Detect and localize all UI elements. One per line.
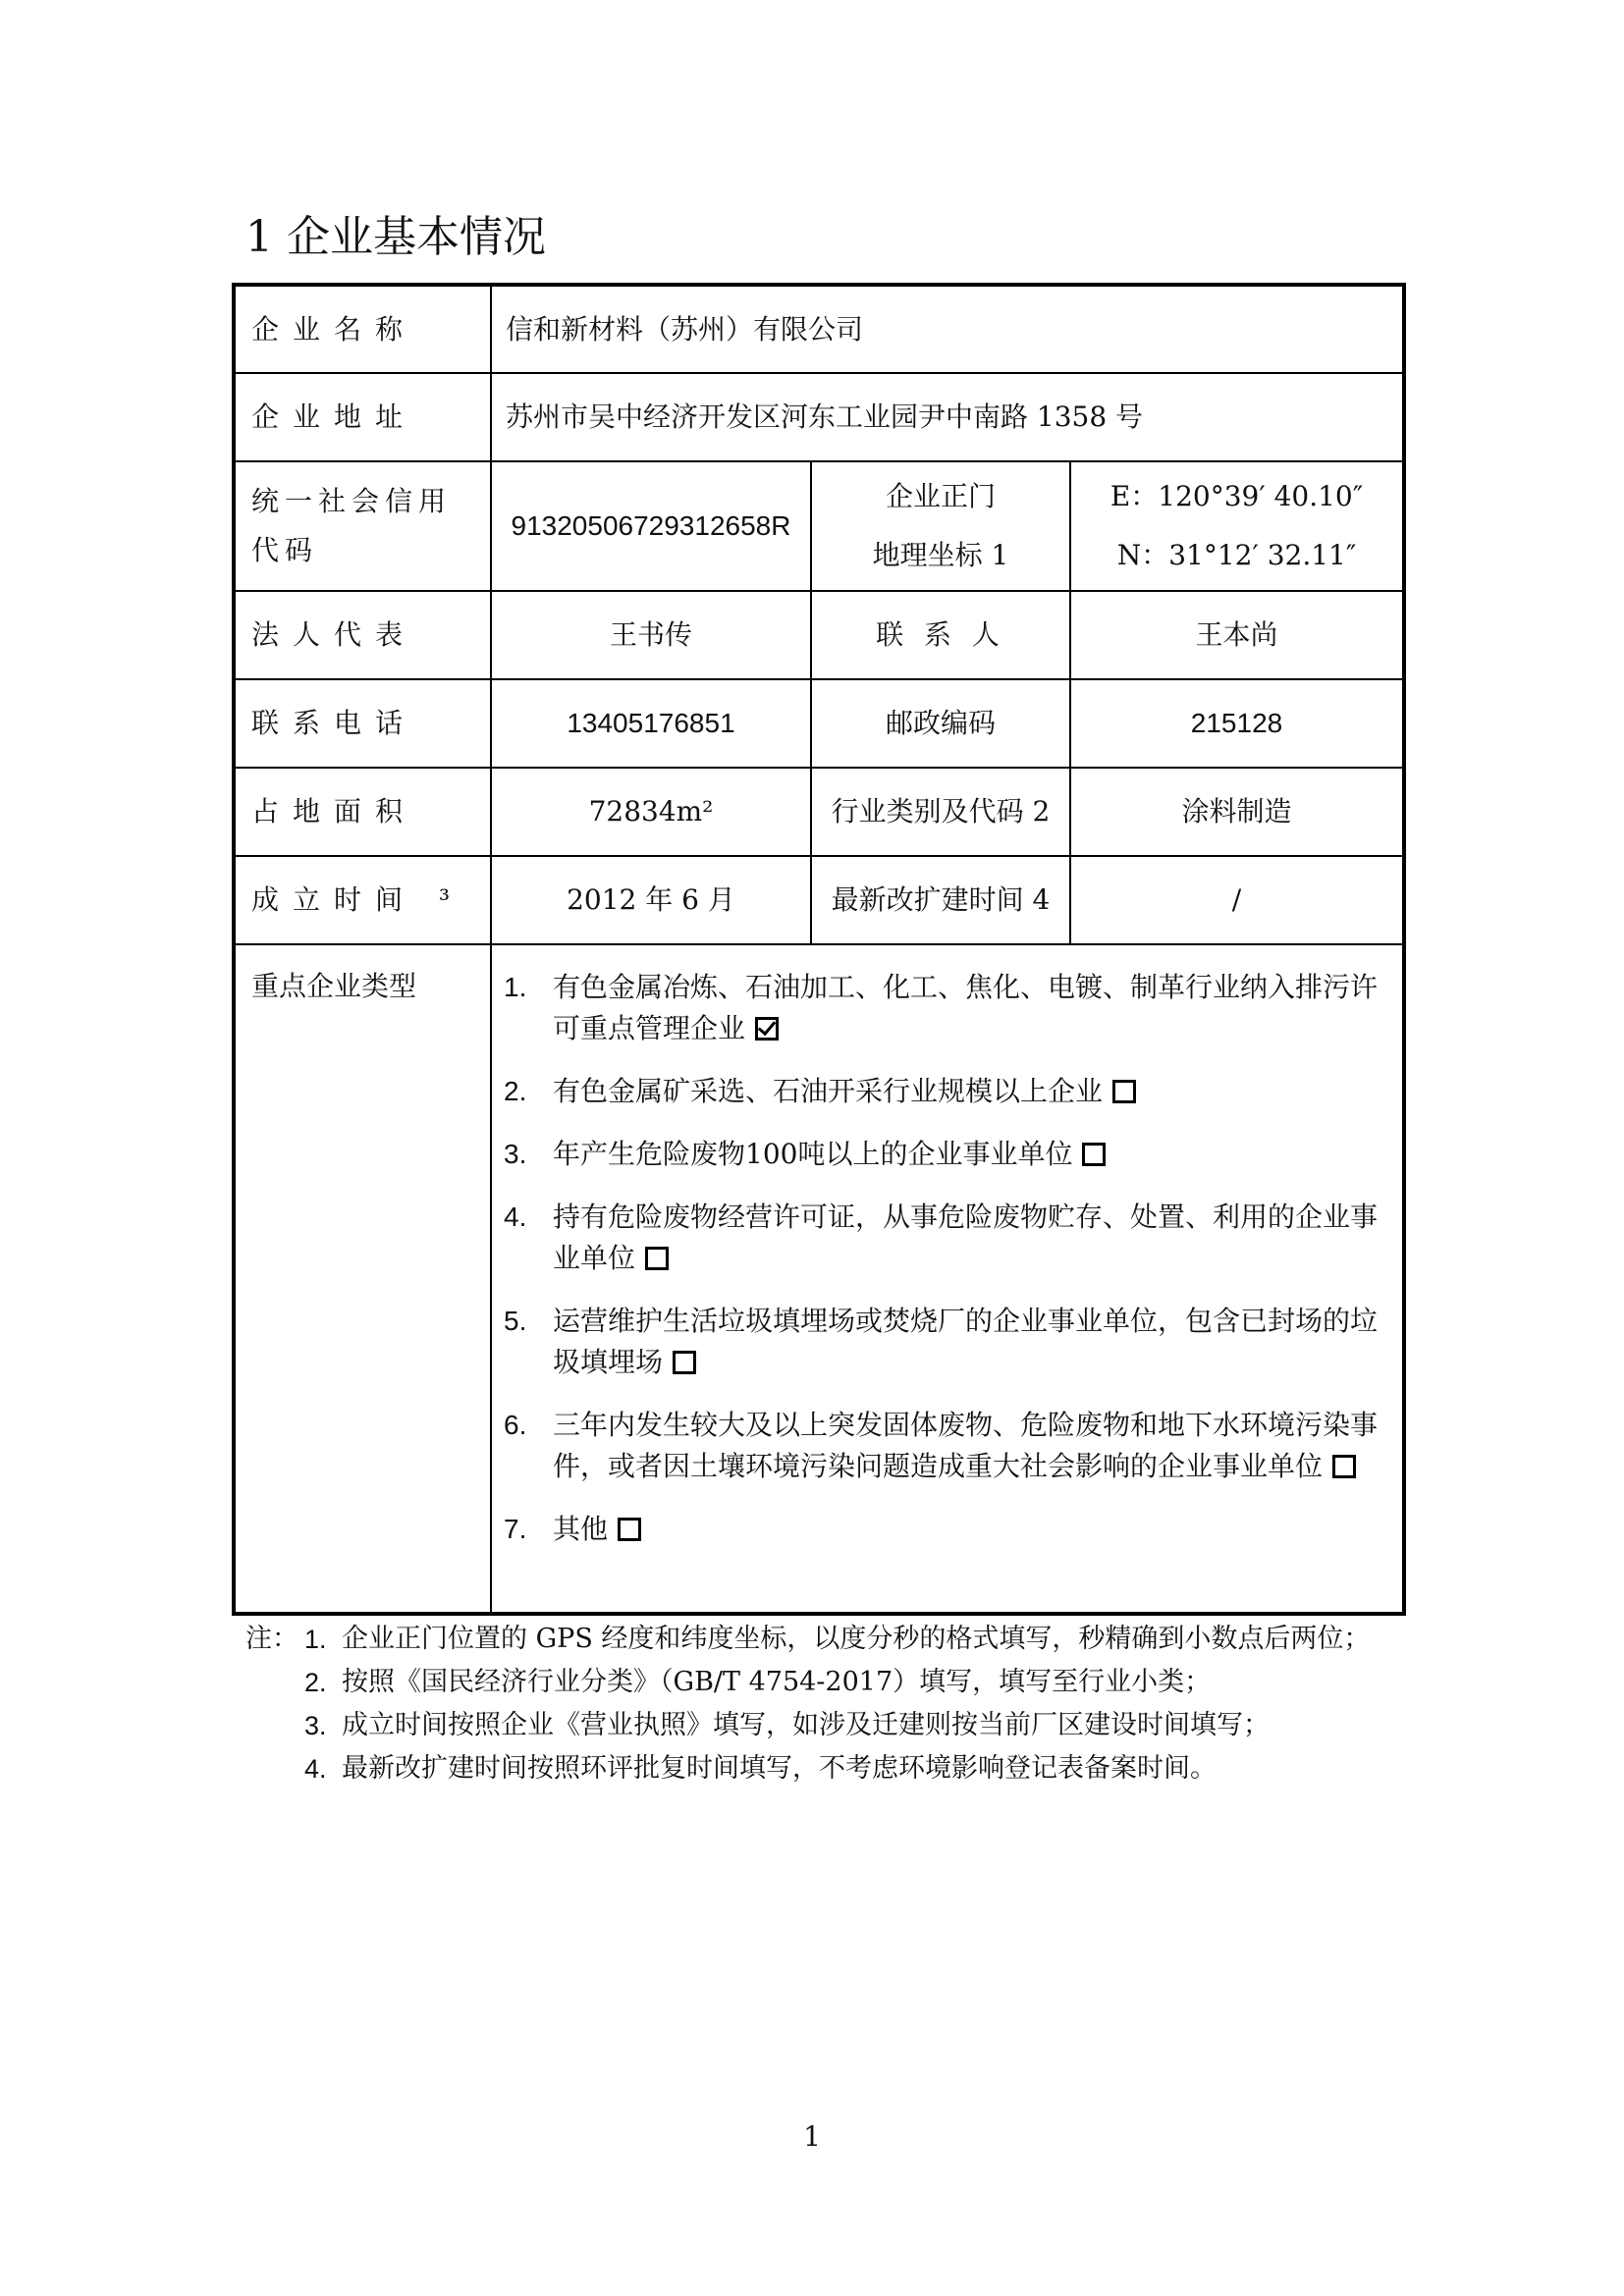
type-item-text-wrap xyxy=(553,967,1390,1049)
type-item-number: 4. xyxy=(504,1201,527,1232)
type-item-text-wrap xyxy=(553,1509,1390,1550)
footnote-item xyxy=(245,1618,1404,1661)
checkbox-icon[interactable] xyxy=(1082,1143,1106,1166)
footnote-number: 3. xyxy=(304,1711,327,1740)
type-item-text: 三年内发生较大及以上突发固体废物、危险废物和地下水环境污染事件，或者因土壤环境污染问题造成重大社会影响的企业事业单位 xyxy=(553,1409,1379,1482)
legal-value: 王书传 xyxy=(491,591,811,679)
row-founded xyxy=(234,856,1404,944)
credit-value: 91320506729312658R xyxy=(491,461,811,591)
row-address xyxy=(234,373,1404,461)
types-cell xyxy=(491,944,1404,1614)
footnotes xyxy=(245,1618,1404,1790)
type-item-text: 有色金属矿采选、石油开采行业规模以上企业 xyxy=(553,1075,1104,1107)
industry-value: 涂料制造 xyxy=(1070,768,1404,856)
row-phone xyxy=(234,679,1404,768)
row-legal xyxy=(234,591,1404,679)
founded-label: 成立时间 ³ xyxy=(234,856,491,944)
legal-label: 法人代表 xyxy=(234,591,491,679)
checkbox-icon[interactable] xyxy=(673,1351,696,1374)
coord-label xyxy=(811,461,1070,591)
type-item-number: 5. xyxy=(504,1306,527,1336)
checkbox-icon[interactable] xyxy=(1112,1080,1136,1103)
type-item-text: 其他 xyxy=(553,1513,609,1545)
rebuild-label: 最新改扩建时间 4 xyxy=(811,856,1070,944)
coord-label-line2: 地理坐标 1 xyxy=(872,539,1009,571)
postal-value: 215128 xyxy=(1070,679,1404,768)
contact-label: 联 系 人 xyxy=(811,591,1070,679)
coord-north: N：31°12′ 32.11″ xyxy=(1116,539,1357,571)
name-value: 信和新材料（苏州）有限公司 xyxy=(491,285,1404,373)
footnote-item xyxy=(245,1747,1404,1790)
area-value: 72834m² xyxy=(491,768,811,856)
type-item-text-wrap xyxy=(553,1197,1390,1279)
coord-east: E：120°39′ 40.10″ xyxy=(1110,480,1364,512)
row-types xyxy=(234,944,1404,1614)
type-item-text-wrap xyxy=(553,1071,1390,1112)
row-credit xyxy=(234,461,1404,591)
types-label: 重点企业类型 xyxy=(234,944,491,1614)
area-label: 占地面积 xyxy=(234,768,491,856)
footnote-number: 2. xyxy=(304,1668,327,1697)
type-item-text: 持有危险废物经营许可证，从事危险废物贮存、处置、利用的企业事业单位 xyxy=(553,1201,1379,1274)
type-item-number: 3. xyxy=(504,1139,527,1169)
type-item-text: 运营维护生活垃圾填埋场或焚烧厂的企业事业单位，包含已封场的垃圾填埋场 xyxy=(553,1305,1379,1378)
type-item xyxy=(504,1134,1390,1175)
type-item xyxy=(504,1197,1390,1279)
type-item xyxy=(504,1405,1390,1487)
enterprise-info-table xyxy=(232,283,1406,1616)
postal-label: 邮政编码 xyxy=(811,679,1070,768)
type-item xyxy=(504,967,1390,1049)
coord-label-line1: 企业正门 xyxy=(885,480,996,512)
type-item-number: 2. xyxy=(504,1076,527,1106)
type-item-text-wrap xyxy=(553,1134,1390,1175)
type-item-number: 1. xyxy=(504,972,527,1002)
contact-value: 王本尚 xyxy=(1070,591,1404,679)
enterprise-types-list xyxy=(504,967,1390,1550)
row-area xyxy=(234,768,1404,856)
type-item xyxy=(504,1301,1390,1383)
phone-value: 13405176851 xyxy=(491,679,811,768)
page-number: 1 xyxy=(803,2120,821,2153)
footnote-item xyxy=(245,1661,1404,1704)
footnote-lead xyxy=(245,1747,304,1790)
checkbox-icon[interactable] xyxy=(618,1518,641,1541)
footnote-number: 1. xyxy=(304,1625,327,1654)
coord-value xyxy=(1070,461,1404,591)
rebuild-value: / xyxy=(1070,856,1404,944)
phone-label: 联系电话 xyxy=(234,679,491,768)
type-item xyxy=(504,1071,1390,1112)
industry-label: 行业类别及代码 2 xyxy=(811,768,1070,856)
type-item-text-wrap xyxy=(553,1405,1390,1487)
row-name xyxy=(234,285,1404,373)
type-item xyxy=(504,1509,1390,1550)
footnote-lead xyxy=(245,1661,304,1704)
address-value: 苏州市吴中经济开发区河东工业园尹中南路 1358 号 xyxy=(491,373,1404,461)
footnote-text: 企业正门位置的 GPS 经度和纬度坐标，以度分秒的格式填写，秒精确到小数点后两位； xyxy=(342,1624,1371,1654)
footnote-number: 4. xyxy=(304,1754,327,1784)
checkbox-icon[interactable] xyxy=(645,1247,669,1270)
checked-checkbox-icon[interactable] xyxy=(755,1017,779,1041)
footnote-lead: 注： xyxy=(245,1624,298,1654)
type-item-text-wrap xyxy=(553,1301,1390,1383)
footnote-item xyxy=(245,1704,1404,1747)
footnote-text: 最新改扩建时间按照环评批复时间填写，不考虑环境影响登记表备案时间。 xyxy=(342,1753,1217,1784)
footnote-lead xyxy=(245,1704,304,1747)
page-title: 1 企业基本情况 xyxy=(245,212,546,262)
type-item-number: 7. xyxy=(504,1514,527,1544)
checkbox-icon[interactable] xyxy=(1332,1455,1356,1478)
footnote-text: 按照《国民经济行业分类》（GB/T 4754-2017）填写，填写至行业小类； xyxy=(342,1667,1212,1697)
name-label: 企业名称 xyxy=(234,285,491,373)
credit-label: 统一社会信用代码 xyxy=(234,461,491,591)
type-item-number: 6. xyxy=(504,1410,527,1440)
type-item-text: 年产生危险废物100吨以上的企业事业单位 xyxy=(553,1138,1073,1170)
founded-value: 2012 年 6 月 xyxy=(491,856,811,944)
type-item-text: 有色金属冶炼、石油加工、化工、焦化、电镀、制革行业纳入排污许可重点管理企业 xyxy=(553,971,1379,1044)
footnote-text: 成立时间按照企业《营业执照》填写，如涉及迁建则按当前厂区建设时间填写； xyxy=(342,1710,1270,1740)
address-label: 企业地址 xyxy=(234,373,491,461)
